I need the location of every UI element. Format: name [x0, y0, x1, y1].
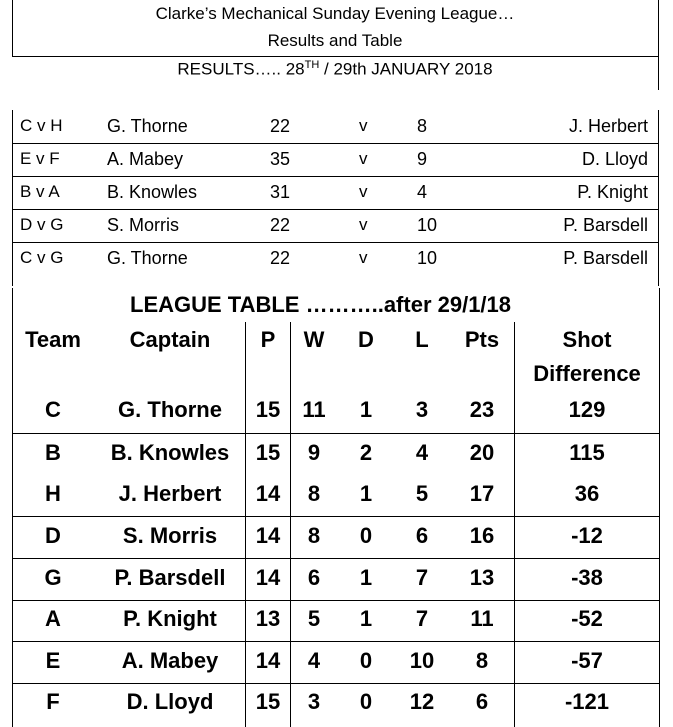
result-home-score: 22 [270, 215, 291, 235]
cell-shot-difference: -57 [571, 648, 603, 673]
cell-captain: A. Mabey [121, 648, 219, 673]
cell-shot-difference: -12 [571, 523, 603, 548]
result-row [12, 209, 658, 242]
cell-drawn: 1 [359, 481, 373, 506]
header-team: Team [25, 327, 81, 352]
cell-team: B [45, 440, 61, 465]
cell-lost: 10 [409, 648, 435, 673]
header-lost: L [415, 327, 429, 352]
result-row [12, 176, 658, 209]
header-border-right [658, 0, 659, 90]
cell-drawn: 1 [359, 606, 373, 631]
result-home-captain: B. Knowles [107, 182, 198, 202]
header-won: W [303, 327, 325, 352]
cell-won: 9 [307, 440, 321, 465]
results-border-left [12, 110, 13, 286]
cell-team: F [46, 689, 60, 714]
result-home-score: 22 [270, 116, 291, 136]
cell-team: G [44, 565, 62, 590]
result-versus: v [359, 248, 368, 267]
cell-points: 8 [475, 648, 489, 673]
header-shot-difference-line1: Shot [562, 327, 612, 352]
result-versus: v [359, 116, 368, 135]
result-away-captain: P. Knight [577, 182, 648, 202]
result-away-score: 9 [417, 149, 428, 169]
result-fixture: E v F [20, 149, 60, 168]
cell-won: 6 [307, 565, 321, 590]
table-row-divider [12, 600, 660, 601]
cell-lost: 3 [415, 397, 429, 422]
result-fixture: D v G [20, 215, 64, 234]
cell-points: 16 [469, 523, 495, 548]
result-home-captain: A. Mabey [107, 149, 184, 169]
header-border-left [12, 0, 13, 57]
cell-won: 8 [307, 523, 321, 548]
cell-won: 3 [307, 689, 321, 714]
cell-captain: B. Knowles [110, 440, 230, 465]
table-col-divider-w [290, 322, 291, 727]
result-away-score: 10 [417, 248, 438, 268]
cell-drawn: 1 [359, 565, 373, 590]
cell-shot-difference: -121 [564, 689, 610, 714]
cell-played: 14 [255, 523, 281, 548]
result-fixture: C v H [20, 116, 63, 135]
cell-lost: 7 [415, 606, 429, 631]
cell-points: 11 [470, 606, 494, 631]
cell-played: 14 [255, 481, 281, 506]
result-versus: v [359, 182, 368, 201]
cell-played: 14 [255, 565, 281, 590]
result-away-captain: P. Barsdell [563, 248, 648, 268]
result-away-captain: D. Lloyd [581, 149, 648, 169]
result-row [12, 242, 658, 275]
cell-lost: 5 [415, 481, 429, 506]
result-fixture: C v G [20, 248, 64, 267]
result-home-score: 35 [270, 149, 291, 169]
result-row [12, 110, 658, 143]
cell-team: C [45, 397, 61, 422]
cell-drawn: 2 [359, 440, 373, 465]
result-fixture: B v A [20, 182, 60, 201]
result-versus: v [359, 215, 368, 234]
result-home-captain: S. Morris [107, 215, 179, 235]
cell-captain: S. Morris [122, 523, 218, 548]
header-points: Pts [464, 327, 500, 352]
cell-captain: G. Thorne [118, 397, 222, 422]
table-border-left [12, 288, 13, 727]
header-drawn: D [358, 327, 374, 352]
cell-points: 23 [469, 397, 495, 422]
result-row [12, 143, 658, 176]
cell-played: 13 [255, 606, 281, 631]
cell-team: D [45, 523, 61, 548]
cell-captain: D. Lloyd [126, 689, 214, 714]
league-table-title: LEAGUE TABLE ………..after 29/1/18 [130, 292, 512, 317]
cell-captain: J. Herbert [118, 481, 222, 506]
result-away-captain: P. Barsdell [563, 215, 648, 235]
results-date-sup: TH [304, 59, 320, 71]
cell-drawn: 0 [359, 689, 373, 714]
table-row-divider [12, 641, 660, 642]
cell-team: H [45, 481, 61, 506]
header-shot-difference-line2: Difference [533, 361, 641, 386]
result-home-captain: G. Thorne [107, 248, 188, 268]
table-col-divider-sd [514, 322, 515, 727]
result-away-score: 10 [417, 215, 438, 235]
cell-shot-difference: -38 [571, 565, 603, 590]
cell-won: 11 [302, 397, 326, 422]
cell-played: 15 [255, 689, 281, 714]
cell-team: E [45, 648, 61, 673]
league-title: Clarke’s Mechanical Sunday Evening League… [155, 4, 515, 23]
cell-played: 15 [255, 397, 281, 422]
cell-played: 14 [255, 648, 281, 673]
table-row-divider [12, 558, 660, 559]
result-away-score: 8 [417, 116, 428, 136]
cell-lost: 12 [409, 689, 435, 714]
cell-shot-difference: 115 [569, 440, 605, 465]
cell-lost: 4 [415, 440, 429, 465]
page-header [12, 0, 658, 90]
cell-points: 17 [469, 481, 495, 506]
header-captain: Captain [129, 327, 211, 352]
header-played: P [260, 327, 276, 352]
cell-shot-difference: -52 [571, 606, 603, 631]
results-date-suffix: / 29th JANUARY 2018 [319, 59, 493, 79]
result-away-score: 4 [417, 182, 428, 202]
table-col-divider-p [245, 322, 246, 727]
result-versus: v [359, 149, 368, 168]
result-away-captain: J. Herbert [568, 116, 648, 136]
cell-drawn: 1 [359, 397, 373, 422]
table-row-divider [12, 683, 660, 684]
cell-drawn: 0 [359, 523, 373, 548]
cell-played: 15 [255, 440, 281, 465]
cell-captain: P. Barsdell [114, 565, 226, 590]
cell-drawn: 0 [359, 648, 373, 673]
cell-shot-difference: 36 [574, 481, 600, 506]
cell-captain: P. Knight [123, 606, 217, 631]
results-date [12, 59, 658, 80]
result-home-score: 31 [270, 182, 291, 202]
table-row-divider [12, 433, 660, 434]
cell-won: 5 [307, 606, 321, 631]
cell-points: 13 [469, 565, 495, 590]
cell-team: A [45, 606, 61, 631]
header-divider [12, 56, 658, 57]
result-home-score: 22 [270, 248, 291, 268]
table-border-right [659, 288, 660, 727]
result-home-captain: G. Thorne [107, 116, 188, 136]
cell-lost: 6 [415, 523, 429, 548]
results-date-prefix: RESULTS….. 28 [177, 59, 305, 79]
cell-shot-difference: 129 [568, 397, 606, 422]
results-border-right [658, 110, 659, 286]
cell-won: 4 [307, 648, 321, 673]
cell-points: 6 [475, 689, 489, 714]
cell-lost: 7 [415, 565, 429, 590]
cell-won: 8 [307, 481, 321, 506]
cell-points: 20 [469, 440, 495, 465]
table-row-divider [12, 516, 660, 517]
page-subtitle: Results and Table [267, 31, 403, 50]
